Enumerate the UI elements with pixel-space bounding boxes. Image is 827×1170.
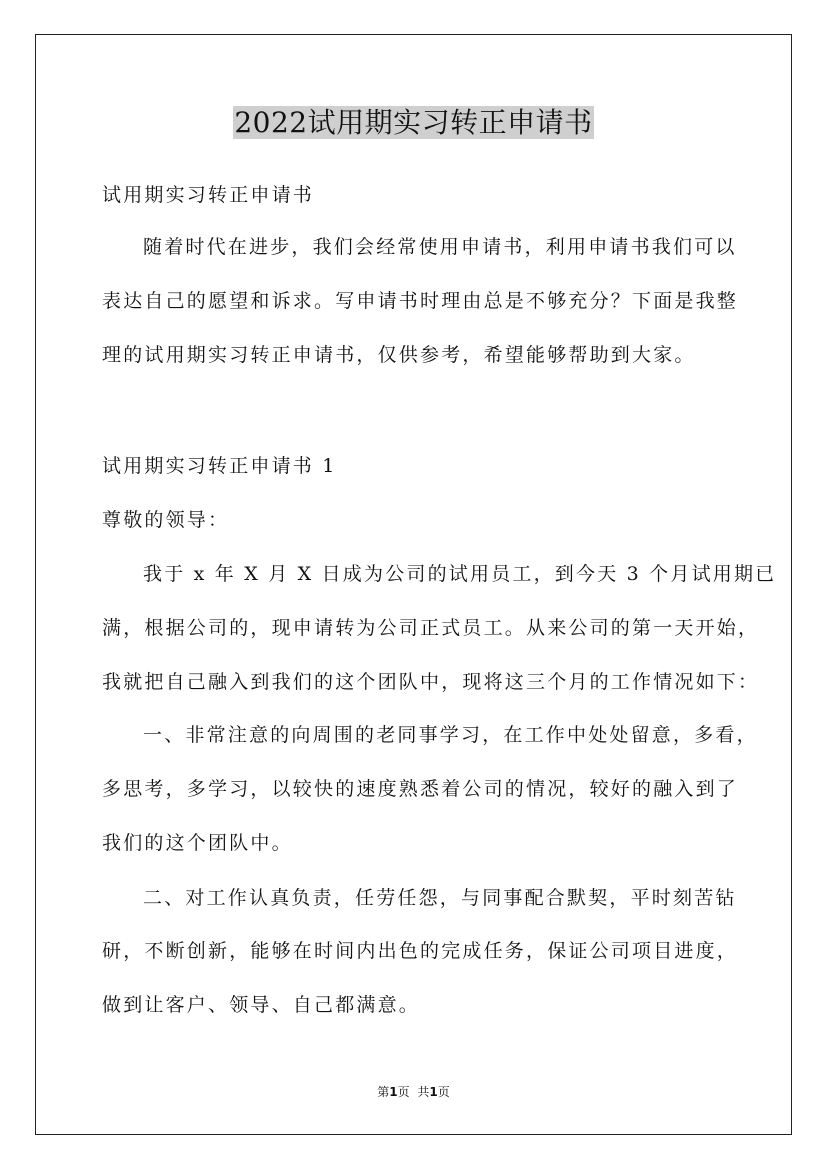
page-current: 1 [389,1085,398,1099]
total-suffix: 页 [437,1085,450,1099]
body-line-2: 满，根据公司的，现申请转为公司正式员工。从来公司的第一天开始， [102,617,760,639]
page-total: 1 [429,1085,438,1099]
body-line-6: 我们的这个团队中。 [102,832,293,854]
body-line-5: 多思考，多学习，以较快的速度熟悉着公司的情况，较好的融入到了 [102,778,739,800]
page-footer [0,1084,827,1100]
page-prefix: 第 [377,1085,390,1099]
document-title-container [0,101,827,145]
total-prefix: 共 [417,1085,430,1099]
page-suffix: 页 [397,1085,410,1099]
intro-line-2: 表达自己的愿望和诉求。写申请书时理由总是不够充分？下面是我整 [102,290,739,312]
intro-line-1: 随着时代在进步，我们会经常使用申请书，利用申请书我们可以 [143,236,737,258]
body-line-3: 我就把自己融入到我们的这个团队中，现将这三个月的工作情况如下： [102,671,760,693]
document-subtitle: 试用期实习转正申请书 [102,184,315,206]
body-line-7: 二、对工作认真负责，任劳任怨，与同事配合默契，平时刻苦钻 [143,887,737,909]
body-line-9: 做到让客户、领导、自己都满意。 [102,994,421,1016]
intro-line-3: 理的试用期实习转正申请书，仅供参考，希望能够帮助到大家。 [102,344,696,366]
body-line-4: 一、非常注意的向周围的老同事学习，在工作中处处留意，多看， [143,724,758,746]
section-heading: 试用期实习转正申请书 1 [102,455,337,477]
document-title: 2022试用期实习转正申请书 [234,106,593,139]
body-line-1: 我于 x 年 X 月 X 日成为公司的试用员工，到今天 3 个月试用期已 [143,563,777,585]
salutation: 尊敬的领导： [102,509,230,531]
body-line-8: 研，不断创新，能够在时间内出色的完成任务，保证公司项目进度， [102,940,739,962]
